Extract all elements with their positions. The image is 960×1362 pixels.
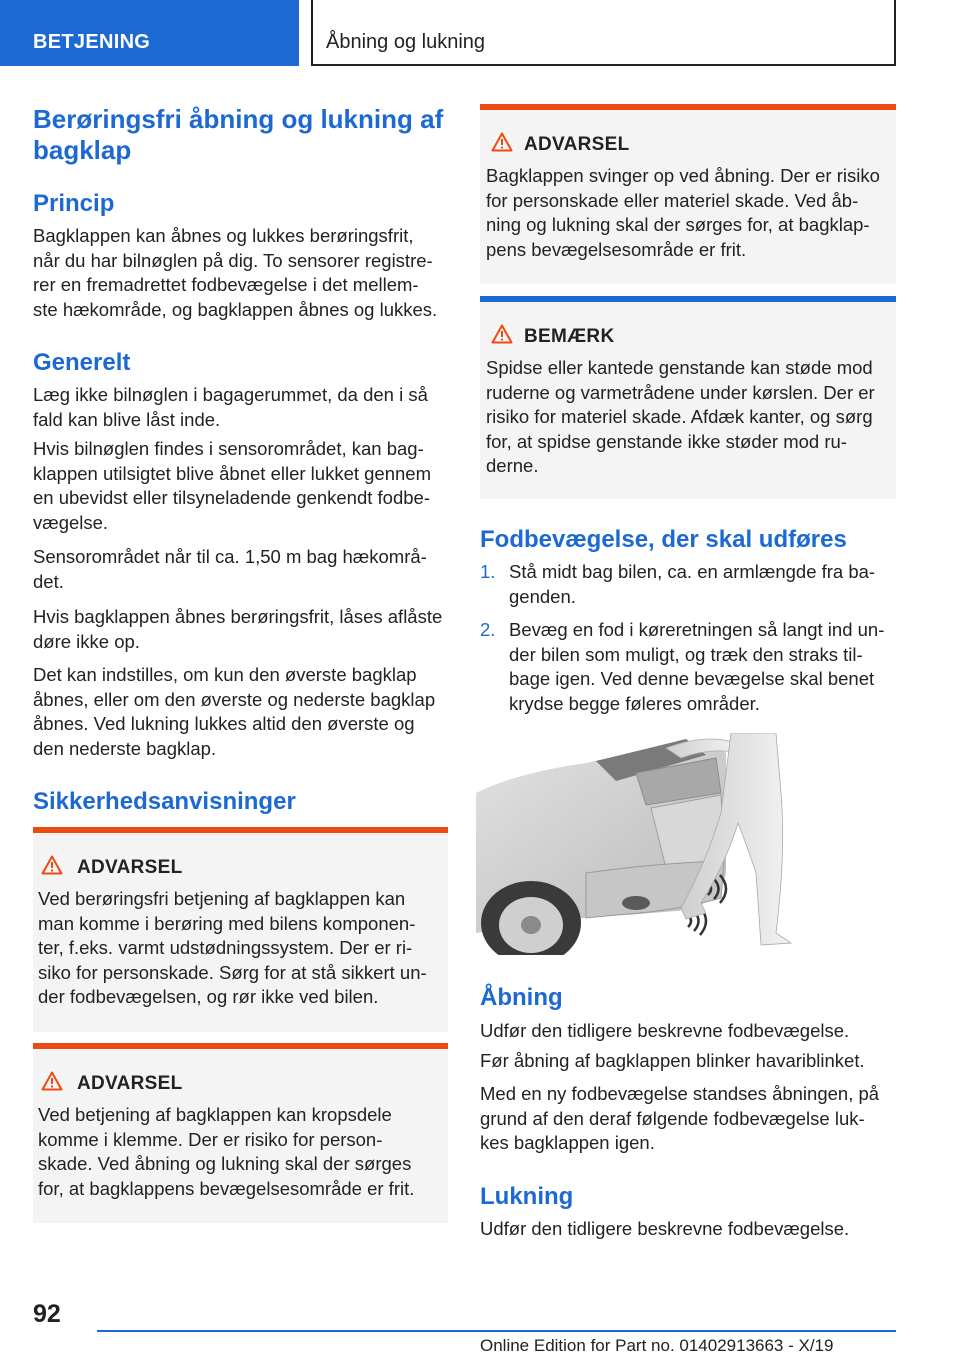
princip-paragraph: Bagklappen kan åbnes og lukkes berøringsfrit, når du har bilnøglen på dig. To sensorer registre- rer en fremadrettet fodbevægelse i det mellem- ste hækområde, og bagklappen åbnes og lukkes.: [33, 225, 438, 320]
warning-box-1: [33, 827, 448, 1032]
generelt-paragraph-4: Hvis bagklappen åbnes berøringsfrit, låses aflåste døre ikke op.: [33, 606, 443, 652]
notice-label: BEMÆRK: [524, 326, 615, 347]
warning-label: ADVARSEL: [77, 1073, 183, 1094]
warning-bar: [33, 1043, 448, 1049]
page-title: Berøringsfri åbning og lukning af bagklap: [33, 104, 444, 165]
warning-triangle-icon: [41, 1071, 63, 1091]
heading-generelt: Generelt: [33, 349, 131, 376]
warning-bar: [480, 104, 896, 110]
step-number: 2.: [480, 619, 496, 640]
generelt-paragraph-2: Hvis bilnøglen findes i sensorområdet, kan bag- klappen utilsigtet blive åbnet eller lukket gennem en ubevidst eller tilsyneladende genkendt fodbe- vægelse.: [33, 438, 431, 533]
notice-text: Spidse eller kantede genstande kan støde mod ruderne og varmetrådene under kørslen. Der er risiko for materiel skade. Afdæk kanter, og sørg for, at spidse genstande ikke støder mod ru- derne.: [486, 357, 875, 477]
warning-bar: [33, 827, 448, 833]
header-section-label: BETJENING: [33, 31, 151, 53]
foot-movement-illustration: [476, 733, 814, 955]
generelt-paragraph-1: Læg ikke bilnøglen i bagagerummet, da den i så fald kan blive låst inde.: [33, 384, 428, 430]
header-title: Åbning og lukning: [326, 31, 486, 53]
warning-text: Ved betjening af bagklappen kan kropsdele komme i klemme. Der er risiko for person- skade. Ved åbning og lukning skal der sørges for, at bagklappens bevægelsesområde er frit.: [38, 1104, 415, 1199]
heading-foot-movement: Fodbevægelse, der skal udføres: [480, 526, 847, 553]
warning-box-3: [480, 104, 896, 284]
heading-princip: Princip: [33, 190, 115, 217]
generelt-paragraph-3: Sensorområdet når til ca. 1,50 m bag hækområ- det.: [33, 546, 427, 592]
warning-label: ADVARSEL: [77, 857, 183, 878]
lukning-paragraph-1: Udfør den tidligere beskrevne fodbevægelse.: [480, 1218, 850, 1239]
footer-edition: Online Edition for Part no. 01402913663 - X/19: [480, 1336, 834, 1355]
warning-text: Ved berøringsfri betjening af bagklappen kan man komme i berøring med bilens komponen- ter, f.eks. varmt udstødningssystem. Der er ri- siko for personskade. Sørg for at stå sikkert un- der fodbevægelsen, og rør ikke ved bilen.: [38, 888, 427, 1008]
header-divider: [311, 0, 313, 66]
warning-triangle-icon: [41, 855, 63, 875]
heading-lukning: Lukning: [480, 1183, 574, 1210]
warning-triangle-icon: [491, 132, 513, 152]
footer-rule: [97, 1330, 896, 1332]
page-number: 92: [33, 1300, 61, 1328]
notice-bar: [480, 296, 896, 302]
step-number: 1.: [480, 561, 496, 582]
warning-box-2: [33, 1043, 448, 1223]
step-text: Stå midt bag bilen, ca. en armlængde fra ba- genden.: [509, 561, 876, 607]
abning-paragraph-3: Med en ny fodbevægelse standses åbningen, på grund af den deraf følgende fodbevægelse luk- kes bagklappen igen.: [480, 1083, 880, 1154]
heading-safety: Sikkerhedsanvisninger: [33, 788, 296, 815]
notice-triangle-icon: [491, 324, 513, 344]
warning-text: Bagklappen svinger op ved åbning. Der er risiko for personskade eller materiel skade. Ved åb- ning og lukning skal der sørges for, at bagklap- pens bevægelsesområde er frit.: [486, 165, 880, 260]
generelt-paragraph-5: Det kan indstilles, om kun den øverste bagklap åbnes, eller om den øverste og nederste bagklap åbnes. Ved lukning lukkes altid den øverste og den nederste bagklap.: [33, 664, 436, 759]
abning-paragraph-2: Før åbning af bagklappen blinker havariblinket.: [480, 1050, 865, 1071]
car-rear-illustration: [476, 733, 814, 955]
notice-box: [480, 296, 896, 499]
heading-abning: Åbning: [480, 984, 563, 1011]
warning-label: ADVARSEL: [524, 134, 630, 155]
abning-paragraph-1: Udfør den tidligere beskrevne fodbevægelse.: [480, 1020, 850, 1041]
step-text: Bevæg en fod i køreretningen så langt ind un- der bilen som muligt, og træk den straks til- bage igen. Ved denne bevægelse skal benet krydse begge føleres områder.: [509, 619, 885, 714]
